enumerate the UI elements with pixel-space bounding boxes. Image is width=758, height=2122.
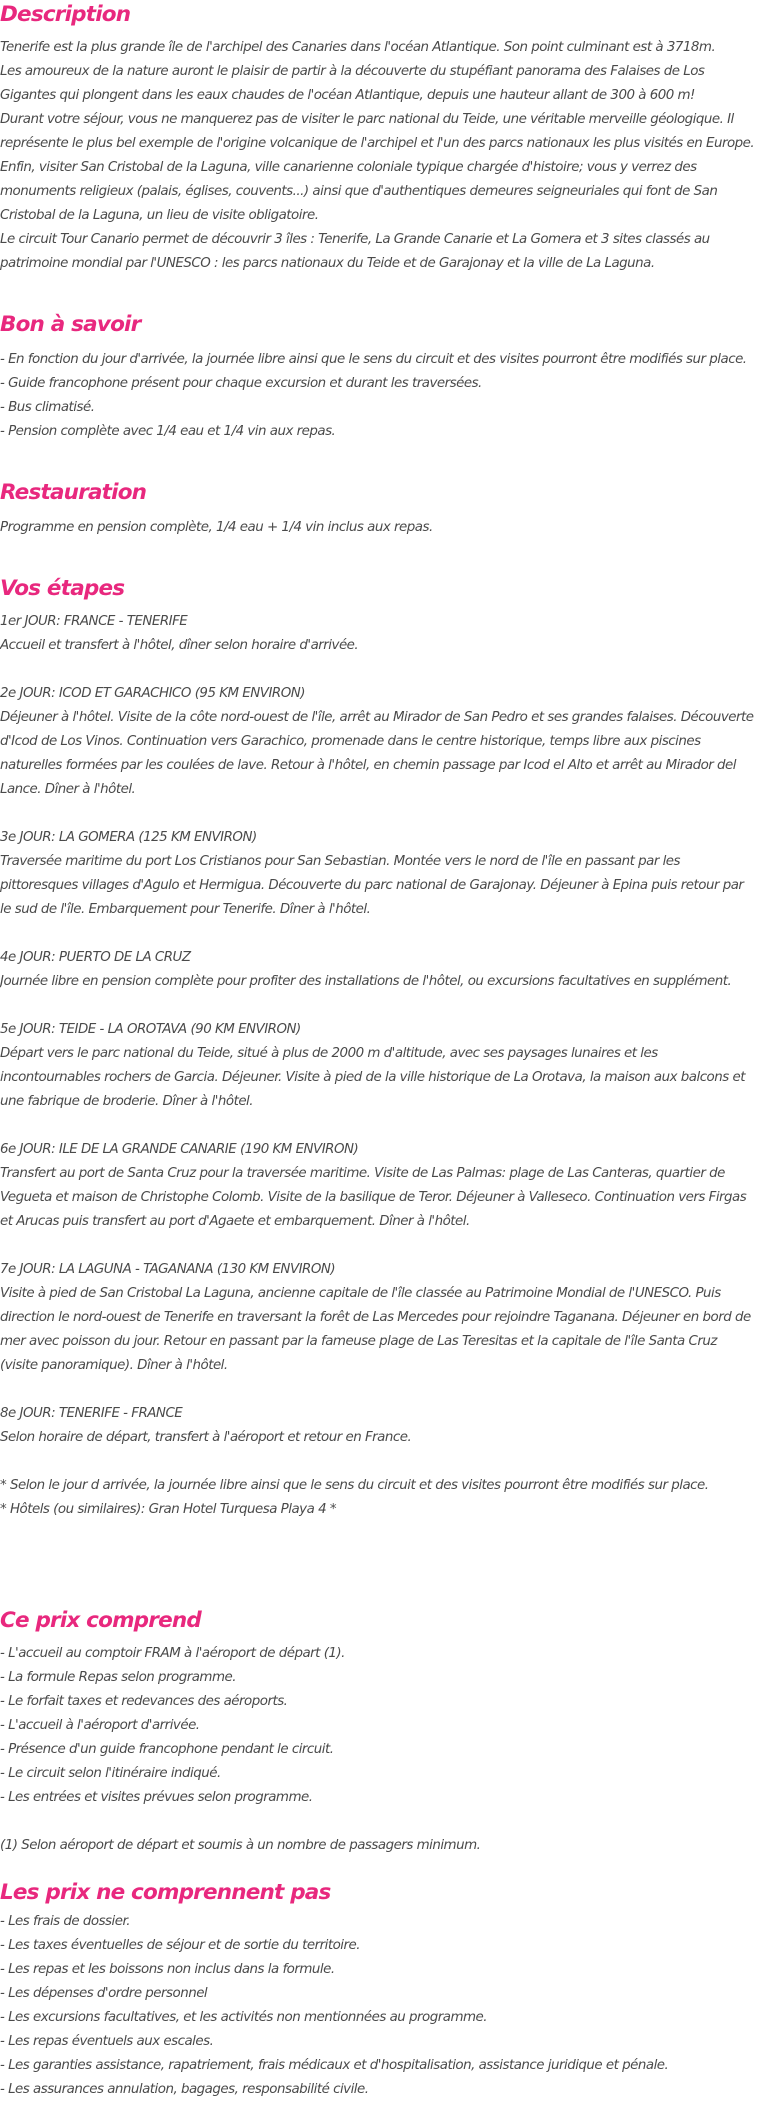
day-item [0,826,758,922]
day-heading: 2e JOUR: ICOD ET GARACHICO (95 KM ENVIRON) [0,686,305,701]
day-item [0,682,758,802]
day-item [0,1018,758,1114]
comprend-footnote: (1) Selon aéroport de départ et soumis à un nombre de passagers minimum. [0,1838,481,1853]
description-paragraph: Durant votre séjour, vous ne manquerez pas de visiter le parc national du Teide, une véritable merveille géologique. Il représente le plus bel exemple de l'origine volcanique de l'archipel et l'un des parcs nationaux les plus visités en Europe. [0,112,755,151]
list-item: - Les garanties assistance, rapatriement, frais médicaux et d'hospitalisation, assistance juridique et pénale. [0,2058,669,2073]
list-item: - L'accueil au comptoir FRAM à l'aéroport de départ (1). [0,1646,345,1661]
day-heading: 7e JOUR: LA LAGUNA - TAGANANA (130 KM ENVIRON) [0,1262,336,1277]
day-heading: 3e JOUR: LA GOMERA (125 KM ENVIRON) [0,830,257,845]
day-heading: 5e JOUR: TEIDE - LA OROTAVA (90 KM ENVIRON) [0,1022,301,1037]
list-item: - En fonction du jour d'arrivée, la journée libre ainsi que le sens du circuit et des visites pourront être modifiés sur place. [0,352,747,367]
etapes-list [0,610,758,1522]
ne-comprennent-pas-heading: Les prix ne comprennent pas [0,1880,331,1905]
bon-a-savoir-heading: Bon à savoir [0,312,141,337]
description-heading: Description [0,2,131,27]
day-item [0,1402,758,1450]
ne-comprennent-pas-list [0,1910,758,2102]
day-text: Départ vers le parc national du Teide, situé à plus de 2000 m d'altitude, avec ses paysages lunaires et les incontournables rochers de Garcia. Déjeuner. Visite à pied de la ville historique de La Orotava, la maison aux balcons et une fabrique de broderie. Dîner à l'hôtel. [0,1046,745,1109]
etapes-note: * Selon le jour d arrivée, la journée libre ainsi que le sens du circuit et des visites pourront être modifiés sur place. [0,1478,709,1493]
list-item: - Le circuit selon l'itinéraire indiqué. [0,1766,221,1781]
list-item: - Les dépenses d'ordre personnel [0,1986,208,2001]
comprend-list [0,1642,758,1858]
list-item: - Présence d'un guide francophone pendant le circuit. [0,1742,334,1757]
day-text: Traversée maritime du port Los Cristianos pour San Sebastian. Montée vers le nord de l'île en passant par les pittoresques villages d'Agulo et Hermigua. Découverte du parc national de Garajonay. Déjeuner à Epina puis retour par le sud de l'île. Embarquement pour Tenerife. Dîner à l'hôtel. [0,854,744,917]
comprend-heading: Ce prix comprend [0,1608,201,1633]
day-text: Déjeuner à l'hôtel. Visite de la côte nord-ouest de l'île, arrêt au Mirador de San Pedro et ses grandes falaises. Découverte d'Icod de Los Vinos. Continuation vers Garachico, promenade dans le centre historique, temps libre aux piscines naturelles formées par les coulées de lave. Retour à l'hôtel, en chemin passage par Icod el Alto et arrêt au Mirador del Lance. Dîner à l'hôtel. [0,710,754,797]
day-text: Accueil et transfert à l'hôtel, dîner selon horaire d'arrivée. [0,638,359,653]
day-item [0,946,758,994]
day-text: Selon horaire de départ, transfert à l'aéroport et retour en France. [0,1430,412,1445]
list-item: - Bus climatisé. [0,400,95,415]
list-item: - Le forfait taxes et redevances des aéroports. [0,1694,288,1709]
restauration-heading: Restauration [0,480,147,505]
description-paragraph: Enfin, visiter San Cristobal de la Laguna, ville canarienne coloniale typique chargée d'histoire; vous y verrez des monuments religieux (palais, églises, couvents...) ainsi que d'authentiques demeures seigneuriales qui font de San Cristobal de la Laguna, un lieu de visite obligatoire. [0,160,718,223]
day-item [0,1138,758,1234]
list-item: - L'accueil à l'aéroport d'arrivée. [0,1718,200,1733]
list-item: - Les repas éventuels aux escales. [0,2034,214,2049]
list-item: - Les taxes éventuelles de séjour et de sortie du territoire. [0,1938,361,1953]
description-paragraph: Tenerife est la plus grande île de l'archipel des Canaries dans l'océan Atlantique. Son point culminant est à 3718m. [0,40,716,55]
list-item: - Guide francophone présent pour chaque excursion et durant les traversées. [0,376,482,391]
description-paragraph: Les amoureux de la nature auront le plaisir de partir à la découverte du stupéfiant panorama des Falaises de Los Gigantes qui plongent dans les eaux chaudes de l'océan Atlantique, depuis une hauteur allant de 300 à 600 m! [0,64,705,103]
day-heading: 1er JOUR: FRANCE - TENERIFE [0,614,188,629]
day-item [0,610,758,658]
list-item: - Les repas et les boissons non inclus dans la formule. [0,1962,335,1977]
list-item: - Les entrées et visites prévues selon programme. [0,1790,313,1805]
day-text: Journée libre en pension complète pour profiter des installations de l'hôtel, ou excursions facultatives en supplément. [0,974,732,989]
list-item: - Les excursions facultatives, et les activités non mentionnées au programme. [0,2010,488,2025]
day-heading: 6e JOUR: ILE DE LA GRANDE CANARIE (190 KM ENVIRON) [0,1142,359,1157]
description-text [0,36,758,276]
day-heading: 4e JOUR: PUERTO DE LA CRUZ [0,950,191,965]
list-item: - Pension complète avec 1/4 eau et 1/4 vin aux repas. [0,424,336,439]
list-item: - Les assurances annulation, bagages, responsabilité civile. [0,2082,369,2097]
list-item: - Les frais de dossier. [0,1914,131,1929]
day-heading: 8e JOUR: TENERIFE - FRANCE [0,1406,183,1421]
day-text: Visite à pied de San Cristobal La Laguna, ancienne capitale de l'île classée au Patrimoine Mondial de l'UNESCO. Puis direction le nord-ouest de Tenerife en traversant la forêt de Las Mercedes pour rejoindre Taganana. Déjeuner en bord de mer avec poisson du jour. Retour en passant par la fameuse plage de Las Teresitas et la capitale de l'île Santa Cruz (visite panoramique). Dîner à l'hôtel. [0,1286,751,1373]
day-item [0,1258,758,1378]
bon-a-savoir-list [0,348,758,444]
day-text: Transfert au port de Santa Cruz pour la traversée maritime. Visite de Las Palmas: plage de Las Canteras, quartier de Vegueta et maison de Christophe Colomb. Visite de la basilique de Teror. Déjeuner à Valleseco. Continuation vers Firgas et Arucas puis transfert au port d'Agaete et embarquement. Dîner à l'hôtel. [0,1166,747,1229]
description-paragraph: Le circuit Tour Canario permet de découvrir 3 îles : Tenerife, La Grande Canarie et La Gomera et 3 sites classés au patrimoine mondial par l'UNESCO : les parcs nationaux du Teide et de Garajonay et la ville de La Laguna. [0,232,710,271]
restauration-text: Programme en pension complète, 1/4 eau + 1/4 vin inclus aux repas. [0,520,433,535]
list-item: - La formule Repas selon programme. [0,1670,237,1685]
etapes-heading: Vos étapes [0,576,125,601]
etapes-note: * Hôtels (ou similaires): Gran Hotel Turquesa Playa 4 * [0,1502,337,1517]
